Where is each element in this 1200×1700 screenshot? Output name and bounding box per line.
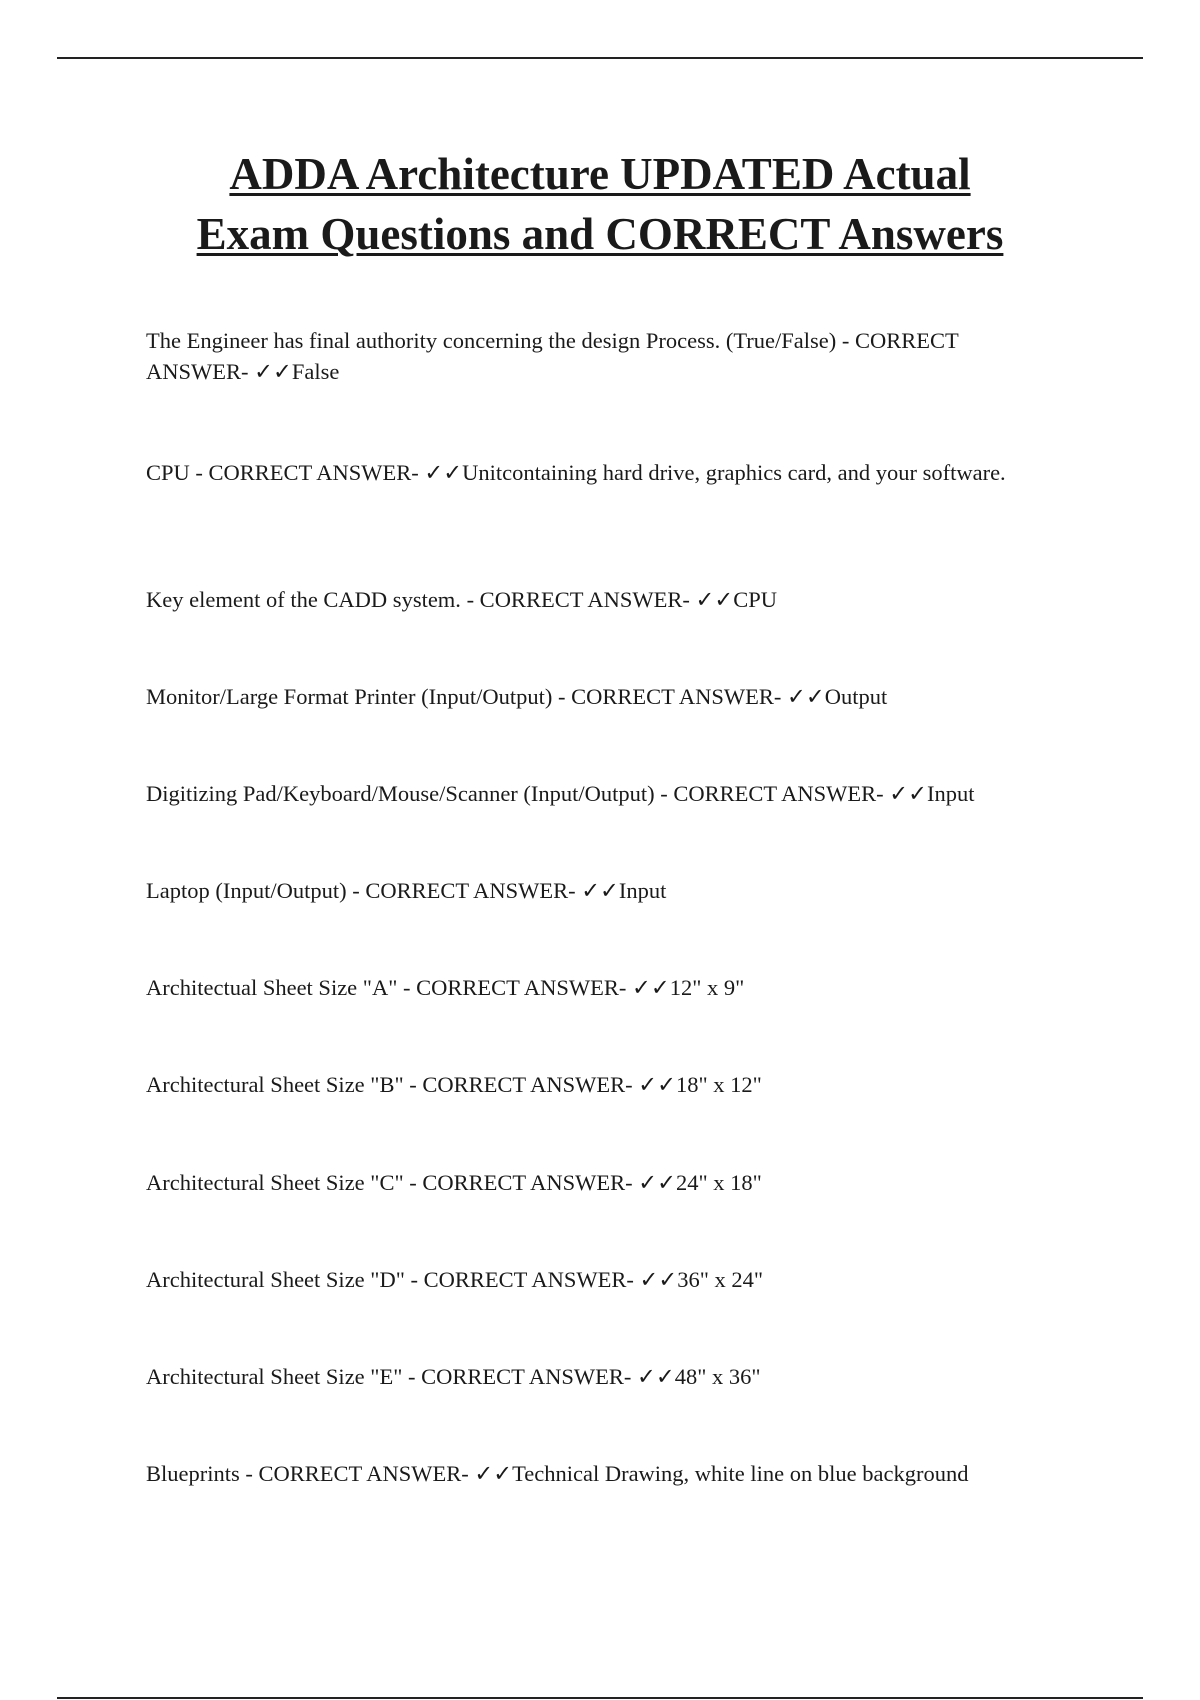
answer-text: Unitcontaining hard drive, graphics card, and your software. (462, 460, 1006, 485)
check-marks: ✓✓ (254, 359, 292, 384)
answer-label: - CORRECT ANSWER- (189, 460, 425, 485)
title-line-2: Exam Questions and CORRECT Answers (196, 209, 1004, 259)
qa-item (146, 778, 1046, 809)
answer-text: Input (926, 781, 975, 806)
answer-text: False (291, 359, 340, 384)
question-text: Monitor/Large Format Printer (Input/Output) (146, 684, 553, 709)
qa-item (146, 1167, 1046, 1198)
qa-item (146, 972, 1046, 1003)
answer-text: 18" x 12" (676, 1072, 762, 1097)
question-text: Digitizing Pad/Keyboard/Mouse/Scanner (Input/Output) (146, 781, 655, 806)
check-marks: ✓✓ (424, 460, 463, 485)
answer-text: Technical Drawing, white line on blue background (512, 1461, 969, 1486)
bottom-rule (57, 1697, 1143, 1699)
answer-label: - CORRECT ANSWER- (239, 1461, 475, 1486)
question-text: Architectural Sheet Size "D" (146, 1267, 405, 1292)
question-text: Blueprints (146, 1461, 240, 1486)
question-text: Architectual Sheet Size "A" (146, 975, 398, 1000)
check-marks: ✓✓ (581, 878, 619, 903)
question-text: The Engineer has final authority concerning the design Process. (True/False) (146, 328, 837, 353)
answer-label: - CORRECT ANSWER- (346, 878, 582, 903)
top-rule (57, 57, 1143, 59)
check-marks: ✓✓ (695, 587, 734, 612)
answer-label: - CORRECT ANSWER- (403, 1170, 639, 1195)
check-marks: ✓✓ (638, 1170, 676, 1195)
answer-text: CPU (733, 587, 778, 612)
qa-item (146, 1069, 1046, 1100)
document-title (0, 144, 1200, 264)
answer-label: - CORRECT ANSWER- (654, 781, 890, 806)
title-line-1: ADDA Architecture UPDATED Actual (229, 149, 971, 199)
qa-item (146, 584, 1046, 615)
answer-text: 48" x 36" (674, 1364, 761, 1389)
answer-label: - CORRECT ANSWER- (460, 587, 696, 612)
qa-item (146, 1458, 1046, 1489)
question-text: Laptop (Input/Output) (146, 878, 347, 903)
check-marks: ✓✓ (639, 1267, 678, 1292)
answer-text: 12" x 9" (669, 975, 745, 1000)
question-text: Key element of the CADD system. (146, 587, 461, 612)
answer-label: - CORRECT ANSWER- (397, 975, 633, 1000)
answer-label: - CORRECT ANSWER- (402, 1364, 638, 1389)
answer-label: - CORRECT ANSWER- (404, 1267, 640, 1292)
question-text: Architectural Sheet Size "E" (146, 1364, 403, 1389)
check-marks: ✓✓ (889, 781, 927, 806)
qa-item (146, 325, 1046, 387)
question-text: Architectural Sheet Size "B" (146, 1072, 404, 1097)
question-text: Architectural Sheet Size "C" (146, 1170, 404, 1195)
answer-text: Output (824, 684, 888, 709)
answer-label: - CORRECT ANSWER- (403, 1072, 639, 1097)
question-text: CPU (146, 460, 190, 485)
qa-item (146, 875, 1046, 906)
qa-item (146, 457, 1046, 488)
check-marks: ✓✓ (637, 1364, 675, 1389)
check-marks: ✓✓ (632, 975, 670, 1000)
check-marks: ✓✓ (787, 684, 825, 709)
qa-item (146, 1264, 1046, 1295)
answer-label: - CORRECT ANSWER- (552, 684, 788, 709)
answer-text: Input (618, 878, 667, 903)
qa-item (146, 681, 1046, 712)
answer-text: 24" x 18" (676, 1170, 762, 1195)
answer-text: 36" x 24" (677, 1267, 764, 1292)
answer-label: - CORRECT ANSWER- (146, 328, 959, 384)
check-marks: ✓✓ (638, 1072, 676, 1097)
check-marks: ✓✓ (474, 1461, 513, 1486)
qa-item (146, 1361, 1046, 1392)
